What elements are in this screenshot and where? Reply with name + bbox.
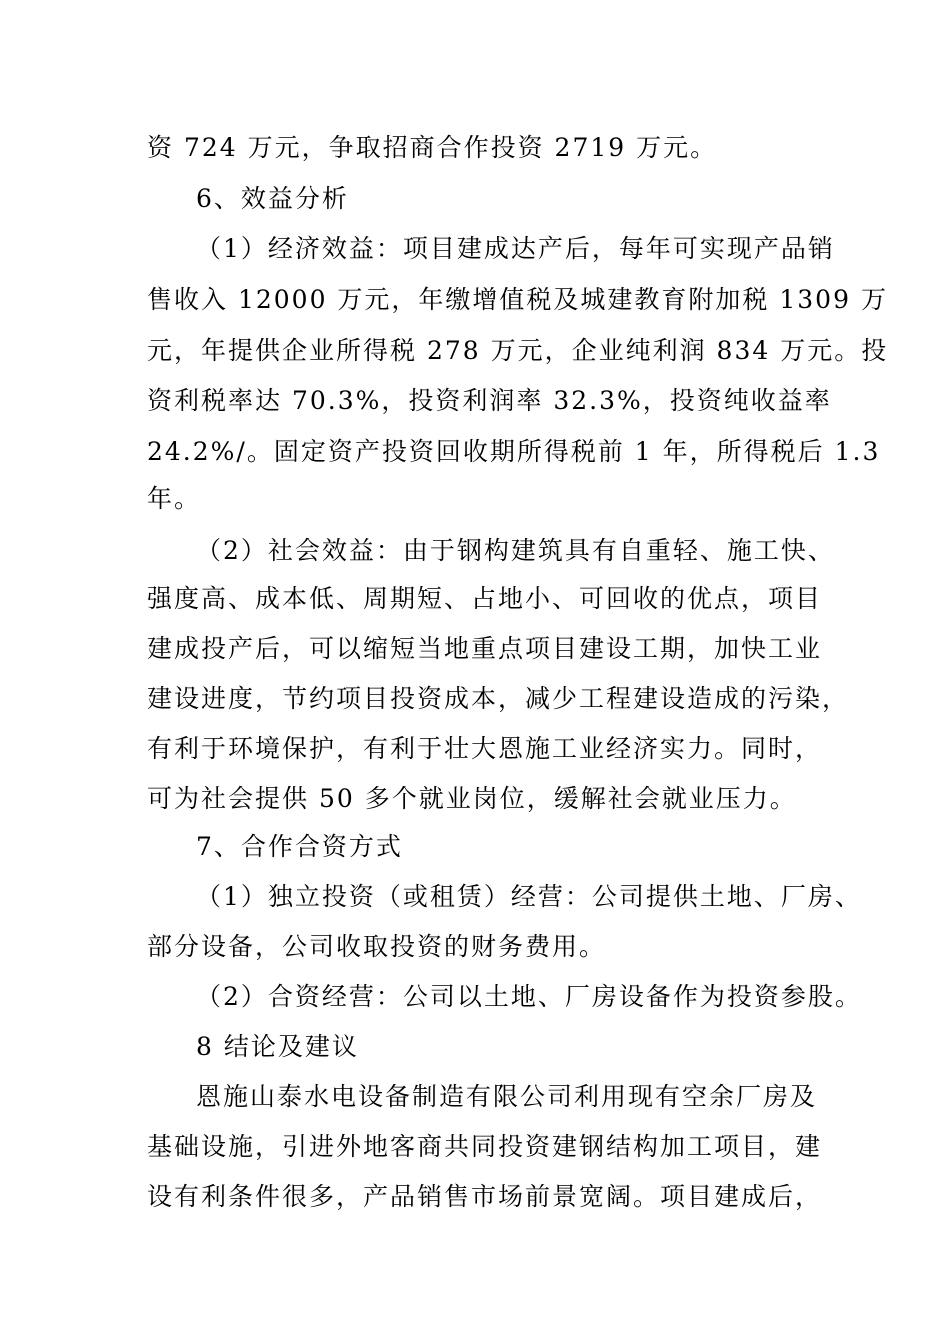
- text-line: 基础设施，引进外地客商共同投资建钢结构加工项目，建: [147, 1132, 823, 1161]
- text-line: 恩施山泰水电设备制造有限公司利用现有空余厂房及: [196, 1082, 818, 1111]
- section-heading: 8 结论及建议: [196, 1032, 359, 1061]
- text-line: 可为社会提供 50 多个就业岗位，缓解社会就业压力。: [147, 784, 797, 813]
- text-line: 元，年提供企业所得税 278 万元，企业纯利润 834 万元。投: [147, 336, 889, 365]
- section-heading: 6、效益分析: [196, 184, 349, 213]
- text-line: 售收入 12000 万元，年缴增值税及城建教育附加税 1309 万: [147, 285, 888, 314]
- text-line: 强度高、成本低、周期短、占地小、可回收的优点，项目: [147, 584, 823, 613]
- text-line: 建成投产后，可以缩短当地重点项目建设工期，加快工业: [147, 634, 823, 663]
- text-line: 设有利条件很多，产品销售市场前景宽阔。项目建成后，: [147, 1182, 823, 1211]
- text-line: 有利于环境保护，有利于壮大恩施工业经济实力。同时，: [147, 734, 823, 763]
- text-line: 24.2%/。固定资产投资回收期所得税前 1 年，所得税后 1.3: [147, 437, 881, 466]
- text-line: 部分设备，公司收取投资的财务费用。: [147, 932, 607, 961]
- text-line: 建设进度，节约项目投资成本，减少工程建设造成的污染，: [147, 684, 850, 713]
- section-heading: 7、合作合资方式: [196, 832, 403, 861]
- text-line: 资利税率达 70.3%，投资利润率 32.3%，投资纯收益率: [147, 386, 832, 415]
- text-line: （1）独立投资（或租赁）经营：公司提供土地、厂房、: [196, 882, 862, 911]
- text-line: 年。: [147, 484, 202, 513]
- text-line: （1）经济效益：项目建成达产后，每年可实现产品销: [196, 234, 835, 263]
- text-line: （2）合资经营：公司以土地、厂房设备作为投资参股。: [196, 982, 862, 1011]
- text-line: 资 724 万元，争取招商合作投资 2719 万元。: [147, 133, 718, 162]
- text-line: （2）社会效益：由于钢构建筑具有自重轻、施工快、: [196, 536, 835, 565]
